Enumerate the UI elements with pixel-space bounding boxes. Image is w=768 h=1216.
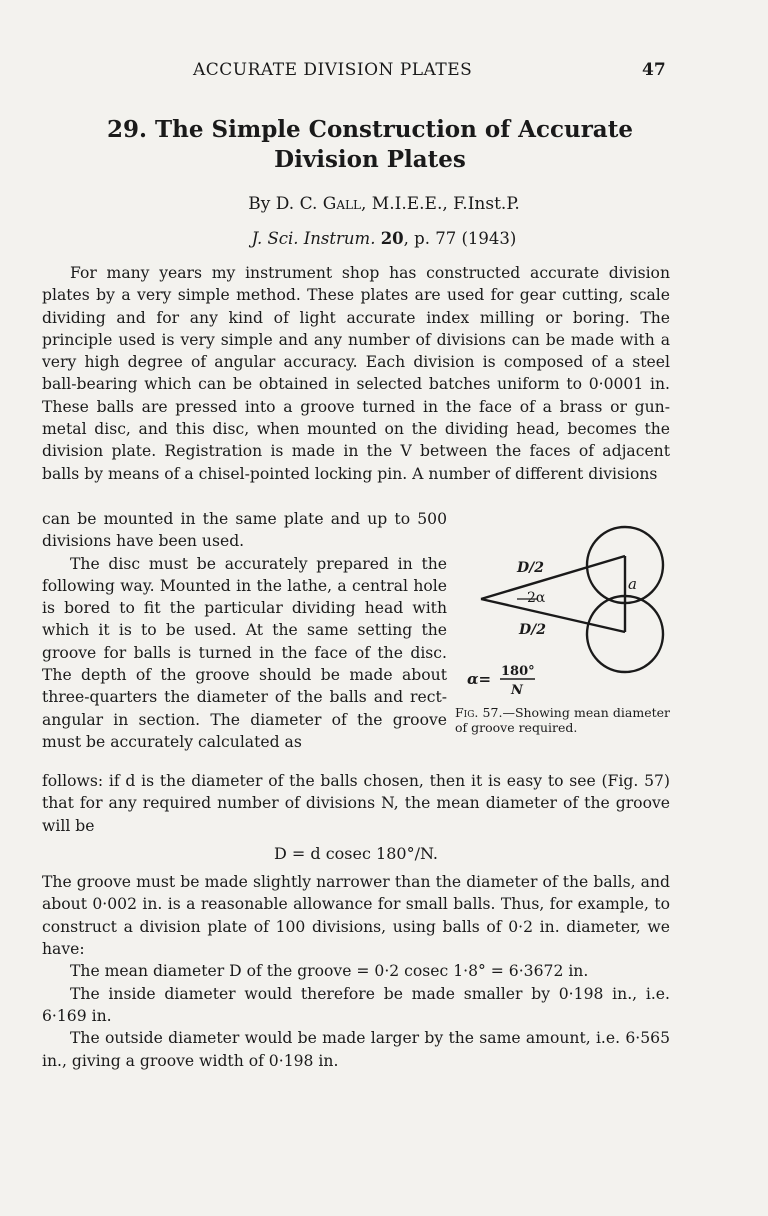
journal-name: J. Sci. Instrum. (251, 229, 376, 248)
byline-suffix: , M.I.E.E., F.Inst.P. (360, 194, 520, 214)
label-angle: 2α (527, 590, 546, 606)
article-title (60, 115, 680, 175)
paragraph-1: For many years my instrument shop has constructed accurate division plates by a very simple method. These plates are used for gear cutting, scale dividing and for any kind of light accurate index milling or boring. The principle used is very simple and any number of divisions can be made with a very high degree of angular accuracy. Each division is composed of a steel ball-bearing which can be obtained in selected batches uniform to 0·0001 in. These balls are pressed into a groove turned in the face of a brass or gun-metal disc, and this disc, when mounted on the dividing head, becomes the division plate. Registration is made in the V between the faces of adjacent balls by means of a chisel-pointed locking pin. A number of different divisions (42, 264, 670, 483)
figure-caption (455, 705, 670, 735)
journal-volume: 20 (380, 229, 404, 248)
title-line-1: 29. The Simple Construction of Accurate (107, 116, 633, 143)
paragraph-2: The disc must be accurately prepared in the following way. Mounted in the lathe, a central hole is bored to fit the particular dividing head with which it is to be used. At the same setting the groove for balls is turned in the face of the disc. The depth of the groove should be made about three-quarters the diameter of the balls and rect-angular in section. The diameter of the groove must be accurately calculated as (42, 554, 447, 751)
label-d2-bottom: D/2 (519, 622, 546, 638)
formula-lhs: α= (467, 670, 492, 688)
groove-equation: D = d cosec 180°/N. (273, 843, 439, 863)
label-d2-top: D/2 (517, 560, 544, 576)
paragraph-6: The outside diameter would be made larger by the same amount, i.e. 6·565 in., giving a groove width of 0·198 in. (42, 1029, 670, 1070)
paragraph-2-continued: follows: if d is the diameter of the balls chosen, then it is easy to see (Fig. 57) that for any required number of divisions N, the mean diameter of the groove will be (42, 772, 670, 835)
formula-denominator: N (511, 683, 523, 698)
journal-pages: , p. 77 (1943) (403, 229, 517, 248)
paragraph-4: The mean diameter D of the groove = 0·2 cosec 1·8° = 6·3672 in. (70, 962, 589, 981)
author-surname: Gall (322, 194, 361, 214)
lower-text (42, 770, 670, 1072)
label-a: a (628, 575, 637, 593)
formula-numerator: 180° (501, 664, 535, 679)
running-header: ACCURATE DIVISION PLATES (193, 60, 473, 80)
byline (0, 194, 768, 214)
left-column (42, 508, 447, 753)
paragraph-1-continued: can be mounted in the same plate and up to 500 divisions have been used. (42, 510, 447, 551)
page-number: 47 (642, 60, 666, 80)
title-line-2: Division Plates (274, 146, 466, 173)
paragraph-5: The inside diameter would therefore be made smaller by 0·198 in., i.e. 6·169 in. (42, 984, 670, 1025)
upper-radius-line (481, 556, 625, 599)
caption-label: Fig. 57. (455, 705, 503, 720)
citation (0, 229, 768, 248)
paragraph-3: The groove must be made slightly narrower than the diameter of the balls, and about 0·002 in. is a reasonable allowance for small balls. Thus, for example, to construct a division plate of 100 divisions, using balls of 0·2 in. diameter, we have: (42, 873, 670, 959)
byline-prefix: By D. C. (248, 194, 323, 214)
caption-text: —Showing mean diameter of groove required. (455, 705, 670, 735)
